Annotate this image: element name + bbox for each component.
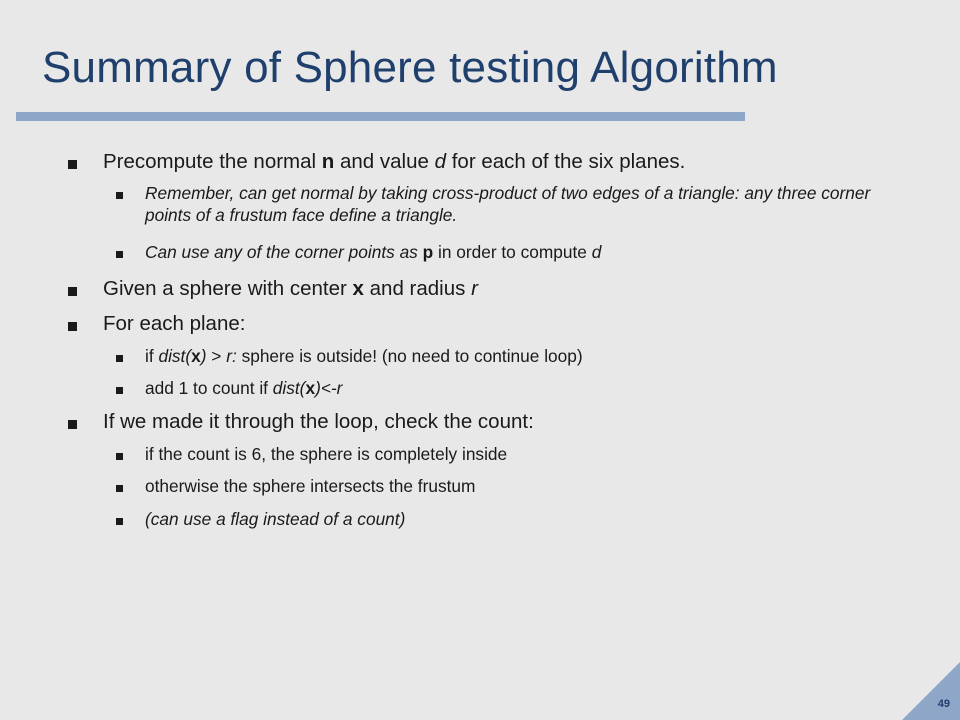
- title-underline: [16, 112, 745, 121]
- bullet-text-segment: n: [321, 150, 335, 173]
- sub-bullet-item: [145, 476, 905, 498]
- sub-bullet-item: [145, 242, 905, 264]
- bullet-text-segment: x: [352, 277, 364, 300]
- bullet-text-segment: ): [200, 346, 207, 366]
- bullet-marker: [116, 192, 123, 199]
- bullet-text-segment: dist(: [158, 346, 192, 366]
- bullet-text-segment: )<-r: [315, 378, 343, 398]
- bullet-text-segment: (can use a flag instead of a count): [145, 509, 406, 529]
- bullet-text-segment: x: [305, 378, 316, 398]
- bullet-marker: [116, 453, 123, 460]
- bullet-text-segment: in order to compute: [433, 242, 592, 262]
- bullet-item: [103, 312, 245, 337]
- bullet-marker: [68, 420, 77, 429]
- bullet-marker: [68, 322, 77, 331]
- bullet-text-segment: Given a sphere with center: [103, 277, 353, 300]
- bullet-text-segment: Can use any of the corner points as: [145, 242, 423, 262]
- bullet-text-segment: for each of the six planes.: [446, 150, 686, 173]
- bullet-marker: [116, 355, 123, 362]
- bullet-text-segment: d: [434, 150, 447, 173]
- sub-bullet-item: [145, 346, 905, 368]
- bullet-text-segment: and radius: [363, 277, 472, 300]
- bullet-text-segment: if the count is 6, the sphere is completely inside: [145, 444, 508, 464]
- sub-bullet-item: [145, 183, 905, 226]
- bullet-marker: [68, 287, 77, 296]
- bullet-text-segment: d: [591, 242, 602, 262]
- bullet-text-segment: r:: [226, 346, 237, 366]
- bullet-item: [103, 277, 478, 302]
- bullet-text-segment: For each plane:: [103, 312, 246, 335]
- bullet-item: [103, 150, 685, 175]
- bullet-marker: [116, 387, 123, 394]
- bullet-text-segment: Precompute the normal: [103, 150, 322, 173]
- bullet-text-segment: sphere is outside! (no need to continue loop): [236, 346, 583, 366]
- bullet-marker: [68, 160, 77, 169]
- bullet-text-segment: p: [422, 242, 434, 262]
- bullet-text-segment: add 1 to count if: [145, 378, 273, 398]
- bullet-text-segment: otherwise the sphere intersects the frustum: [145, 476, 476, 496]
- bullet-text-segment: x: [191, 346, 201, 366]
- sub-bullet-item: [145, 509, 905, 531]
- bullet-marker: [116, 518, 123, 525]
- bullet-text-segment: >: [206, 346, 227, 366]
- sub-bullet-item: [145, 444, 905, 466]
- bullet-text-segment: if: [145, 346, 159, 366]
- corner-decoration: [902, 662, 960, 720]
- bullet-text-segment: r: [471, 277, 478, 300]
- slide-title: Summary of Sphere testing Algorithm: [42, 43, 778, 92]
- bullet-marker: [116, 485, 123, 492]
- bullet-text-segment: dist(: [272, 378, 306, 398]
- bullet-text-segment: and value: [334, 150, 435, 173]
- bullet-text-segment: Remember, can get normal by taking cross-product of two edges of a triangle: any three corner points of a frustum face define a triangle.: [145, 183, 871, 225]
- bullet-text-segment: If we made it through the loop, check the count:: [103, 410, 534, 433]
- bullet-marker: [116, 251, 123, 258]
- sub-bullet-item: [145, 378, 905, 400]
- bullet-item: [103, 410, 534, 435]
- page-number: 49: [937, 698, 950, 710]
